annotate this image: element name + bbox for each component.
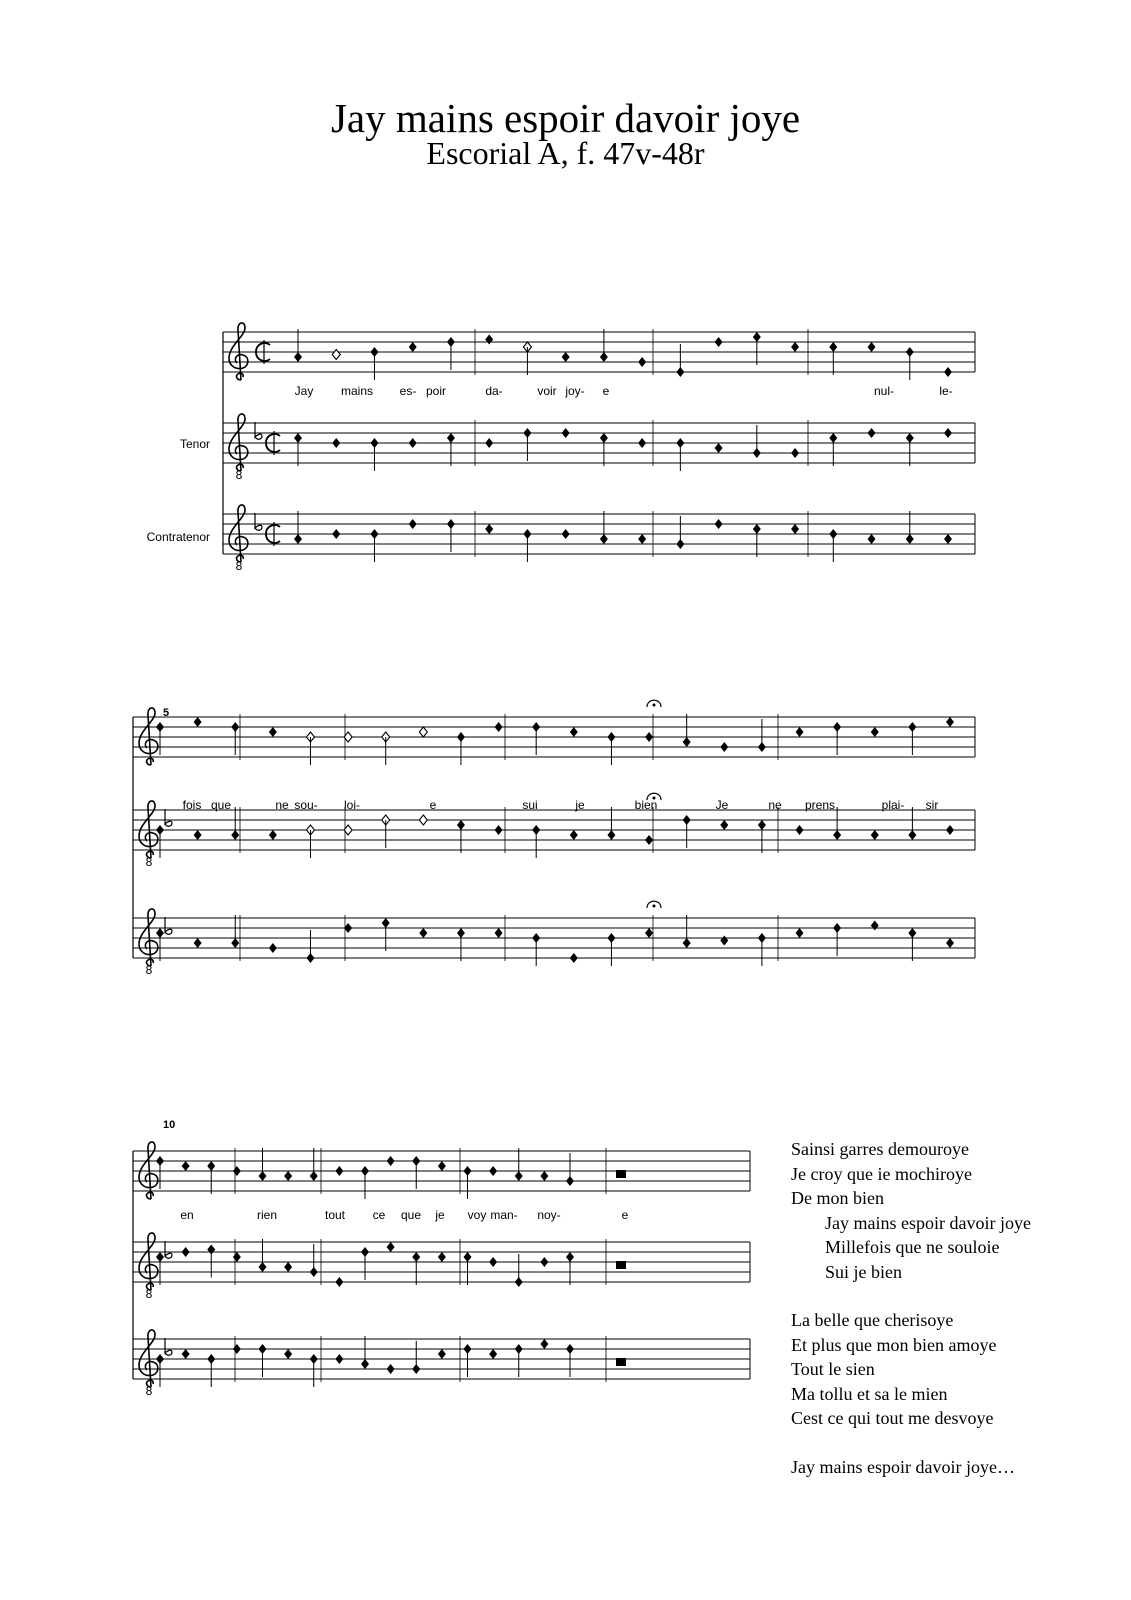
note: [387, 1242, 395, 1252]
lyric-syllable: Je: [715, 798, 729, 812]
note: [269, 943, 277, 953]
note: [233, 1166, 241, 1176]
note: [233, 1344, 241, 1354]
note: [871, 830, 879, 840]
note: [791, 342, 799, 352]
poem-line: Millefois que ne souloie: [825, 1237, 1000, 1257]
fermata-icon: [647, 901, 661, 908]
note: [562, 529, 570, 539]
lyric-syllable: loi-: [343, 798, 361, 812]
note: [868, 534, 876, 544]
note: [570, 727, 578, 737]
poem-line: De mon bien: [791, 1188, 884, 1208]
lyric-syllable: noy-: [537, 1208, 561, 1222]
poem-line: Je croy que ie mochiroye: [791, 1163, 972, 1184]
note: [495, 928, 503, 938]
flat-icon: [165, 1338, 172, 1355]
treble-clef-icon: [139, 801, 158, 858]
lyric-syllable: e: [621, 1208, 629, 1222]
note: [438, 1161, 446, 1171]
poem-line: Cest ce qui tout me desvoye: [791, 1408, 994, 1428]
treble-clef-icon: [139, 909, 158, 966]
lyric-syllable: que: [400, 1208, 422, 1222]
octave-mark: 8: [145, 1287, 153, 1301]
poem-text: [791, 1137, 1121, 1479]
octave-mark: 8: [235, 559, 243, 573]
note: [944, 428, 952, 438]
octave-mark: 8: [235, 468, 243, 482]
flat-icon: [165, 809, 172, 826]
note: [946, 717, 954, 727]
note: [409, 342, 417, 352]
lyric-syllable: sir: [925, 798, 939, 812]
lyric-syllable: e: [429, 798, 437, 812]
note: [796, 727, 804, 737]
staff: [133, 700, 975, 765]
treble-clef-icon: [139, 1330, 158, 1387]
note: [946, 825, 954, 835]
poem-line: Sui je bien: [825, 1261, 902, 1282]
note: [562, 352, 570, 362]
note: [485, 524, 493, 534]
lyric-syllable: que: [210, 798, 232, 812]
staff: [133, 1142, 750, 1199]
treble-clef-icon: [229, 414, 248, 471]
lyric-syllable: ce: [372, 1208, 386, 1222]
note: [540, 1171, 548, 1181]
staff: [133, 1233, 750, 1301]
lyric-syllable: joy-: [565, 384, 585, 398]
treble-clef-icon: [229, 323, 248, 380]
staff: [223, 505, 975, 573]
poem-line: Sainsi garres demouroye: [791, 1139, 969, 1159]
staff: [223, 414, 975, 482]
lyric-syllable: plai-: [881, 798, 905, 812]
lyric-syllable: prens: [804, 798, 836, 812]
note: [332, 350, 340, 360]
note: [946, 938, 954, 948]
note: [495, 722, 503, 732]
lyric-syllable: voy: [467, 1208, 487, 1222]
note: [796, 928, 804, 938]
note: [638, 534, 646, 544]
note: [562, 428, 570, 438]
note: [438, 1252, 446, 1262]
lyric-syllable: fois: [182, 798, 202, 812]
poem-line: Jay mains espoir davoir joye…: [791, 1456, 1015, 1477]
note: [570, 830, 578, 840]
flat-icon: [165, 917, 172, 934]
note: [715, 443, 723, 453]
note: [720, 936, 728, 946]
lyric-syllable: rien: [256, 1208, 278, 1222]
note: [944, 367, 952, 377]
note: [182, 1161, 190, 1171]
note: [638, 357, 646, 367]
lyric-syllable: poir: [425, 384, 447, 398]
lyric-syllable: man-: [490, 1208, 518, 1222]
note: [233, 1252, 241, 1262]
note: [871, 727, 879, 737]
note: [419, 928, 427, 938]
octave-mark: 8: [145, 855, 153, 869]
note: [332, 529, 340, 539]
staff: [133, 1330, 750, 1398]
final-longa: [616, 1358, 626, 1366]
lyric-syllable: bien: [634, 798, 658, 812]
note: [720, 820, 728, 830]
note: [489, 1166, 497, 1176]
note: [715, 337, 723, 347]
note: [194, 717, 202, 727]
note: [284, 1171, 292, 1181]
treble-clef-icon: [229, 505, 248, 562]
source-subtitle: Escorial A, f. 47v-48r: [426, 135, 705, 171]
lyric-syllable: ne: [768, 798, 782, 812]
note: [419, 727, 427, 737]
note: [944, 534, 952, 544]
lyric-syllable: nul-: [873, 384, 895, 398]
lyric-syllable: Jay: [294, 384, 314, 398]
note: [409, 519, 417, 529]
octave-mark: 8: [145, 1384, 153, 1398]
note: [409, 438, 417, 448]
final-longa: [616, 1170, 626, 1178]
note: [419, 815, 427, 825]
note: [868, 428, 876, 438]
lyric-syllable: e: [602, 384, 610, 398]
note: [791, 524, 799, 534]
note: [645, 928, 653, 938]
note: [645, 732, 653, 742]
flat-icon: [255, 422, 262, 439]
note: [335, 1166, 343, 1176]
staff: [223, 323, 975, 380]
lyric-syllable: tout: [324, 1208, 346, 1222]
note: [284, 1262, 292, 1272]
note: [489, 1257, 497, 1267]
note: [871, 921, 879, 931]
lyric-syllable: je: [435, 1208, 445, 1222]
lyric-syllable: ne: [275, 798, 289, 812]
lyric-syllable: sou-: [294, 798, 318, 812]
poem-line: La belle que cherisoye: [791, 1310, 954, 1330]
note: [540, 1257, 548, 1267]
lyric-syllable: da-: [485, 384, 503, 398]
note: [387, 1156, 395, 1166]
voice-label-tenor: Tenor: [179, 437, 210, 451]
note: [868, 342, 876, 352]
note: [194, 938, 202, 948]
note: [332, 438, 340, 448]
note: [485, 335, 493, 345]
voice-label-contratenor: Contratenor: [146, 530, 210, 544]
note: [645, 835, 653, 845]
note: [638, 438, 646, 448]
note: [796, 825, 804, 835]
final-longa: [616, 1261, 626, 1269]
note: [570, 953, 578, 963]
note: [495, 825, 503, 835]
staff: [133, 901, 975, 977]
lyric-syllable: es-: [399, 384, 417, 398]
measure-number: 10: [163, 1119, 176, 1131]
lyric-syllable: voir: [537, 384, 557, 398]
lyric-syllable: je: [575, 798, 585, 812]
note: [489, 1349, 497, 1359]
note: [182, 1349, 190, 1359]
flat-icon: [255, 513, 262, 530]
piece-title: Jay mains espoir davoir joye: [330, 95, 801, 141]
poem-line: Ma tollu et sa le mien: [791, 1383, 948, 1404]
poem-line: Tout le sien: [791, 1359, 875, 1379]
note: [335, 1354, 343, 1364]
note: [387, 1364, 395, 1374]
lyric-syllable: le-: [939, 384, 953, 398]
note: [269, 830, 277, 840]
note: [715, 519, 723, 529]
staff: [133, 793, 975, 869]
note: [791, 448, 799, 458]
note: [540, 1339, 548, 1349]
note: [438, 1349, 446, 1359]
lyric-syllable: en: [180, 1208, 194, 1222]
fermata-icon: [647, 700, 661, 707]
poem-line: Jay mains espoir davoir joye: [825, 1212, 1031, 1233]
lyric-syllable: mains: [340, 384, 374, 398]
note: [485, 438, 493, 448]
flat-icon: [165, 1241, 172, 1258]
measure-number: 5: [163, 707, 170, 719]
note: [284, 1349, 292, 1359]
treble-clef-icon: [139, 708, 158, 765]
poem-line: Et plus que mon bien amoye: [791, 1334, 997, 1355]
note: [182, 1247, 190, 1257]
treble-clef-icon: [139, 1233, 158, 1290]
lyric-syllable: sui: [522, 798, 538, 812]
note: [269, 727, 277, 737]
note: [335, 1277, 343, 1287]
octave-mark: 8: [145, 963, 153, 977]
treble-clef-icon: [139, 1142, 158, 1199]
note: [194, 830, 202, 840]
note: [720, 742, 728, 752]
